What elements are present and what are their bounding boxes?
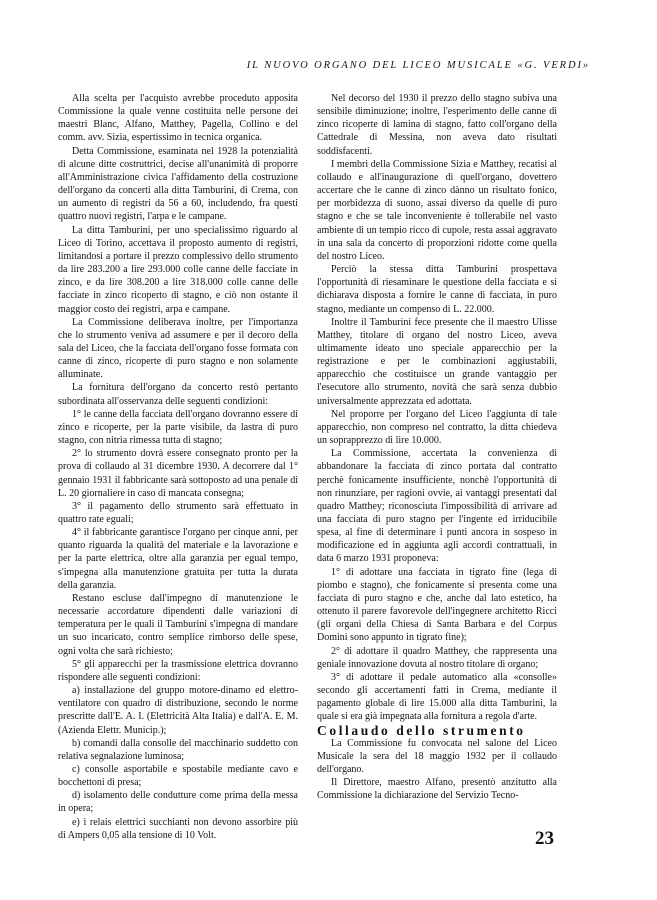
paragraph: Il Direttore, maestro Alfano, presentò anzitutto alla Commissione la dichiarazione del Servizio Tecno- [317, 777, 557, 802]
paragraph: Restano escluse dall'impegno di manutenzione le necessarie accordature dipendenti dalle variazioni di temperatura per le quali il Tamburini s'impegna di mandare un suo incaricato, contro semplice rimborso delle spese, ogni volta che sarà richiesto; [58, 592, 298, 657]
paragraph: e) i relais elettrici succhianti non devono assorbire più di Ampers 0,05 alla tensione di 10 Volt. [58, 816, 298, 841]
paragraph: 2° di adottare il quadro Matthey, che rappresenta una geniale innovazione dovuta al nostro titolare di organo; [317, 645, 557, 670]
paragraph: 2° lo strumento dovrà essere consegnato pronto per la prova di collaudo al 31 dicembre 1930. A decorrere dal 1° gennaio 1931 il fabbricante sarà sottoposto ad una penale di L. 20 giornaliere in caso di mancata consegna; [58, 448, 298, 499]
left-column [58, 92, 298, 842]
running-header: IL NUOVO ORGANO DEL LICEO MUSICALE «G. VERDI» [246, 60, 590, 71]
section-heading: Collaudo dello strumento [317, 722, 526, 738]
paragraph: 1° le canne della facciata dell'organo dovranno essere di zinco e ricoperte, per la parte visibile, da lastra di puro stagno, con nitria rimessa tutta di stagno; [58, 408, 298, 447]
paragraph: 3° il pagamento dello strumento sarà effettuato in quattro rate eguali; [58, 500, 298, 525]
paragraph: La ditta Tamburini, per uno specialissimo riguardo al Liceo di Torino, accettava il proposto aumento di registri, limitandosi a portare il prezzo complessivo dello strumento da lire 283.200 a lire 293.000 colle canne delle facciate in zinco, e da lire 308.200 a lire 318.000 colle canne delle facciate in zinco ricoperto di stagno, e ciò non ostante il maggior costo dei registri, arpa e campane. [58, 224, 298, 315]
paragraph: La fornitura dell'organo da concerto restò pertanto subordinata all'osservanza delle seguenti condizioni: [58, 382, 298, 407]
paragraph: Inoltre il Tamburini fece presente che il maestro Ulisse Matthey, titolare di organo del nostro Liceo, aveva ultimamente ideato uno speciale apparecchio per la registrazione e per le combinazioni aggiustabili, apparecchio che costituisce un grande vantaggio per l'esecutore allo strumento, novità che sarà senza dubbio universalmente apprezzata ed adottata. [317, 316, 557, 407]
paragraph: d) isolamento delle condutture come prima della messa in opera; [58, 790, 298, 815]
paragraph: Nel decorso del 1930 il prezzo dello stagno subiva una sensibile diminuzione; inoltre, l'esperimento delle canne di zinco ricoperte di lamina di stagno, fatto coll'organo della Cattedrale di Messina, non aveva dato risultati soddisfacenti. [317, 93, 557, 157]
paragraph: b) comandi dalla consolle del macchinario suddetto con relativa segnalazione luminosa; [58, 737, 298, 762]
paragraph: c) consolle asportabile e spostabile mediante cavo e bocchettoni di presa; [58, 763, 298, 789]
paragraph: La Commissione, accertata la convenienza di abbandonare la facciata di zinco portata dal contratto perchè fonicamente insufficiente, nonchè l'opportunità di non rinunziare, per ragioni ovvie, ai vantaggi presentati dal quadro Matthey; riconosciuta l'impossibilità di arrivare ad una facciata di puro stagno per l'ingente ed irriducibile spesa, al fine di determinare i punti ancora in sospeso in modificazione ed in aggiunta agli accordi contrattuali, in data 6 marzo 1931 proponeva: [317, 448, 557, 565]
paragraph: 4° il fabbricante garantisce l'organo per cinque anni, per quanto riguarda la qualità del materiale e la lavorazione e per la parte elettrica, oltre alla garanzia per egual tempo, s'impegna alla manutenzione gratuita per tutta la durata della garanzia. [58, 527, 298, 591]
paragraph: 1° di adottare una facciata in tigrato fine (lega di piombo e stagno), che fonicamente si presenta come una facciata di puro stagno e che, anche dal lato estetico, ha ottenuto il parere favorevole dell'ingegnere architetto Ricci (gli organi della Chiesa di Santa Barbara e del Corpus Domini sono appunto in tigrato fine); [317, 566, 557, 644]
paragraph: 3° di adottare il pedale automatico alla «consolle» secondo gli accertamenti fatti in Crema, mediante il pagamento globale di lire 15.000 alla ditta Tamburini, la quale si era già impegnata alla fornitura a regola d'arte. [317, 671, 557, 723]
paragraph: Alla scelta per l'acquisto avrebbe proceduto apposita Commissione la quale venne costituita nelle persone dei maestri Blanc, Alfano, Matthey, Pagella, Collino e del comm. avv. Sizia, espertissimo in tecnica organica. [58, 93, 298, 144]
paragraph: Detta Commissione, esaminata nel 1928 la potenzialità di alcune ditte costruttrici, decise all'unanimità di proporre all'Amministrazione civica l'affidamento della costruzione dell'organo da concerti alla ditta Tamburini, di Crema, con un aumento di registri da 56 a 60, includendo, fra questi quattro nuovi registri, l'arpa e le campane. [58, 145, 298, 223]
page-number: 23 [535, 828, 554, 849]
paragraph: I membri della Commissione Sizia e Matthey, recatisi al collaudo e all'inaugurazione di quell'organo, dovettero accertare che le canne di zinco dànno un risultato fonico, per morbidezza di suono, assai diverso da quelle di puro stagno e che se tale inconveniente è tollerabile nel vasto ambiente di un tempio ricco di cupole, resta assai aggravato in una sala da concerto di proporzioni ridotte come quella del nostro Liceo. [317, 158, 557, 262]
paragraph: a) installazione del gruppo motore-dinamo ed elettro-ventilatore con quadro di distribuzione, secondo le norme prescritte dall'E. A. I. (Elettricità Alta Italia) e dall'A. E. M. (Azienda Elettr. Municip.); [58, 685, 298, 736]
paragraph: La Commissione deliberava inoltre, per l'importanza che lo strumento veniva ad assumere e per il decoro della sala del Liceo, che la facciata dell'organo fosse formata con canne di zinco, ricoperte di puro stagno e non solamente alluminate. [58, 316, 298, 381]
paragraph: La Commissione fu convocata nel salone del Liceo Musicale la sera del 18 maggio 1932 per il collaudo dell'organo. [317, 737, 557, 775]
paragraph: Perciò la stessa ditta Tamburini prospettava l'opportunità di riesaminare le questione della facciata e si dichiarava disposta a fornire le canne di facciata, in puro stagno, mediante un compenso di L. 22.000. [317, 264, 557, 315]
paragraph: Nel proporre per l'organo del Liceo l'aggiunta di tale apparecchio, non compreso nel contratto, la ditta chiedeva un soprapprezzo di lire 10.000. [317, 408, 557, 447]
right-column [317, 92, 557, 802]
paragraph: 5° gli apparecchi per la trasmissione elettrica dovranno rispondere alle seguenti condizioni: [58, 658, 298, 683]
